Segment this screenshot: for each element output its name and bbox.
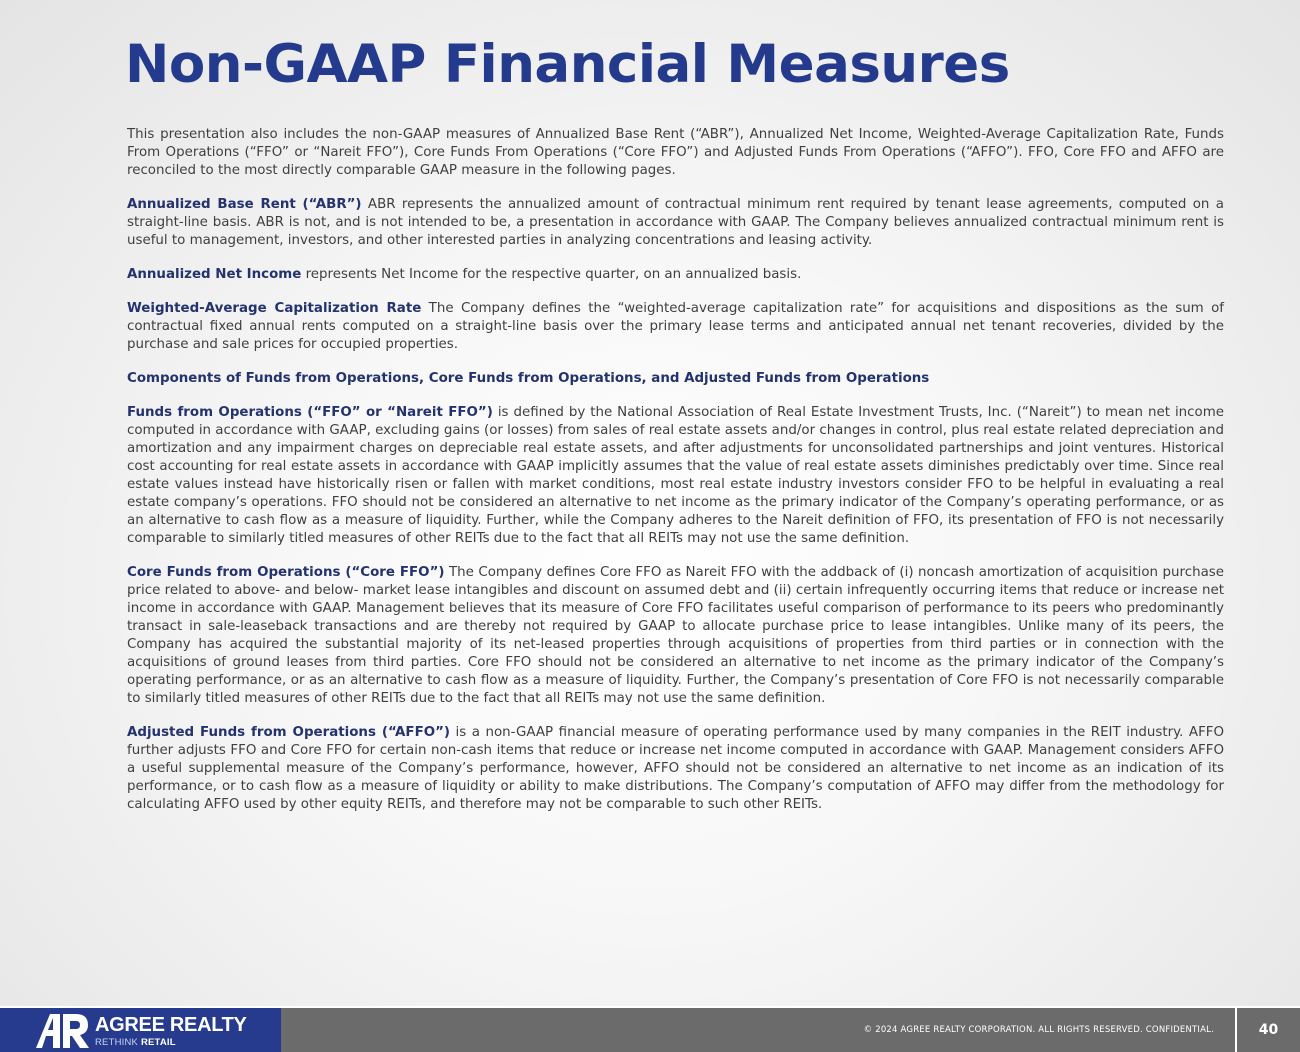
content-body	[127, 126, 1224, 830]
intro-paragraph: This presentation also includes the non-GAAP measures of Annualized Base Rent (“ABR”), Annualized Net Income, Weighted-Average Capitalization Rate, Funds From Operations (“FFO” or “Nareit FFO”), Core Funds From Operations (“Core FFO”) and Adjusted Funds From Operations (“AFFO”). FFO, Core FFO and AFFO are reconciled to the most directly comparable GAAP measure in the following pages.	[127, 127, 1224, 178]
definition-ffo	[127, 404, 1224, 548]
copyright-notice: © 2024 AGREE REALTY CORPORATION. ALL RIGHTS RESERVED. CONFIDENTIAL.	[863, 1025, 1214, 1035]
term-affo: Adjusted Funds from Operations (“AFFO”)	[127, 725, 451, 740]
text-abr: ABR represents the annualized amount of contractual minimum rent required by tenant lease agreements, computed on a straight-line basis. ABR is not, and is not intended to be, a presentation in accordance with GAAP. The Company believes annualized contractual minimum rent is useful to management, investors, and other interested parties in analyzing concentrations and leasing activity.	[127, 197, 1224, 248]
term-abr: Annualized Base Rent (“ABR”)	[127, 197, 362, 212]
term-ffo: Funds from Operations (“FFO” or “Nareit FFO”)	[127, 405, 493, 420]
term-core-ffo: Core Funds from Operations (“Core FFO”)	[127, 565, 445, 580]
footer-bar	[0, 1008, 1300, 1052]
company-logo	[0, 1008, 281, 1052]
term-cap-rate: Weighted-Average Capitalization Rate	[127, 301, 422, 316]
components-heading: Components of Funds from Operations, Core Funds from Operations, and Adjusted Funds from Operations	[127, 371, 930, 386]
page-title: Non-GAAP Financial Measures	[125, 34, 1010, 95]
logo-tagline	[95, 1037, 176, 1048]
text-cap-rate: The Company defines the “weighted-average capitalization rate” for acquisitions and dispositions as the sum of contractual fixed annual rents computed on a straight-line basis over the primary lease terms and anticipated annual net tenant recoveries, divided by the purchase and sale prices for occupied properties.	[127, 301, 1225, 352]
definition-core-ffo	[127, 564, 1224, 708]
logo-wordmark: AGREE REALTY	[95, 1014, 247, 1036]
page-number: 40	[1235, 1008, 1300, 1052]
definition-annualized-net-income	[127, 266, 1224, 284]
definition-abr	[127, 196, 1224, 250]
tagline-retail: RETAIL	[138, 1037, 176, 1048]
text-affo: is a non-GAAP financial measure of operating performance used by many companies in the REIT industry. AFFO further adjusts FFO and Core FFO for certain non-cash items that reduce or increase net income computed in accordance with GAAP. Management considers AFFO a useful supplemental measure of the Company’s performance, however, AFFO should not be considered an alternative to net income as an indication of its performance, or to cash flow as a measure of liquidity or ability to make distributions. The Company’s computation of AFFO may differ from the methodology for calculating AFFO used by other equity REITs, and therefore may not be comparable to such other REITs.	[127, 725, 1225, 812]
text-annualized-net-income: represents Net Income for the respective quarter, on an annualized basis.	[301, 267, 802, 282]
definition-cap-rate	[127, 300, 1224, 354]
text-core-ffo: The Company defines Core FFO as Nareit FFO with the addback of (i) noncash amortization of acquisition purchase price related to above- and below- market lease intangibles and discount on assumed debt and (ii) certain infrequently occurring items that reduce or increase net income in accordance with GAAP. Management believes that its measure of Core FFO facilitates useful comparison of performance to its peers who predominantly transact in sale-leaseback transactions and are thereby not required by GAAP to allocate purchase price to lease intangibles. Unlike many of its peers, the Company has acquired the substantial majority of its net-leased properties through acquisitions of properties from third parties or in connection with the acquisitions of ground leases from third parties. Core FFO should not be considered an alternative to net income as the primary indicator of the Company’s operating performance, or as an alternative to cash flow as a measure of liquidity. Further, the Company’s presentation of Core FFO is not necessarily comparable to similarly titled measures of other REITs due to the fact that all REITs may not use the same definition.	[127, 565, 1224, 706]
text-ffo: is defined by the National Association of Real Estate Investment Trusts, Inc. (“Nareit”) to mean net income computed in accordance with GAAP, excluding gains (or losses) from sales of real estate assets and/or changes in control, plus real estate related depreciation and amortization and any impairment charges on depreciable real estate assets, and after adjustments for unconsolidated partnerships and joint ventures. Historical cost accounting for real estate assets in accordance with GAAP implicitly assumes that the value of real estate assets diminishes predictably over time. Since real estate values instead have historically risen or fallen with market conditions, most real estate industry investors consider FFO to be helpful in evaluating a real estate company’s operations. FFO should not be considered an alternative to net income as the primary indicator of the Company’s operating performance, or as an alternative to cash flow as a measure of liquidity. Further, while the Company adheres to the Nareit definition of FFO, its presentation of FFO is not necessarily comparable to similarly titled measures of other REITs due to the fact that all REITs may not use the same definition.	[127, 405, 1224, 546]
term-annualized-net-income: Annualized Net Income	[127, 267, 302, 282]
tagline-rethink: RETHINK	[95, 1037, 139, 1048]
definition-affo	[127, 724, 1224, 814]
agree-logo-icon	[36, 1014, 90, 1048]
